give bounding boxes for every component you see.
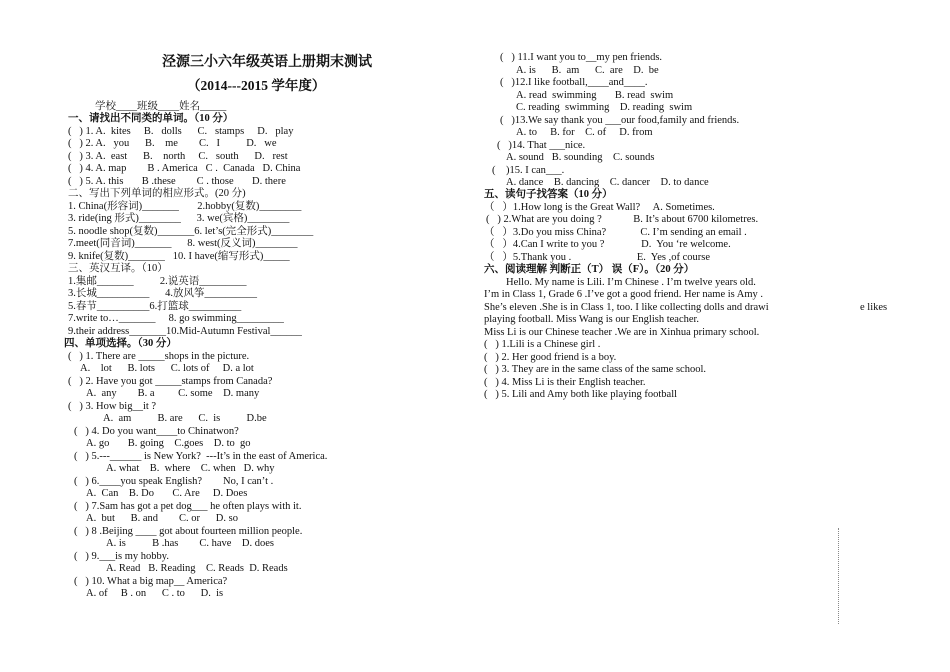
question: ( ) 5.---______ is New York? ---It’s in the east of America. bbox=[74, 451, 328, 462]
question-options: A. sound B. sounding C. sounds bbox=[506, 152, 655, 163]
section2-heading: 二、写出下列单词的相应形式。(20 分) bbox=[68, 188, 246, 199]
section4-heading: 四、单项选择。（30 分） bbox=[64, 338, 177, 349]
tf-item: ( ) 3. They are in the same class of the same school. bbox=[484, 364, 706, 375]
passage-line: playing football. Miss Wang is our English teacher. bbox=[484, 314, 700, 325]
section3-item: 3.长城__________ 4.放风筝__________ bbox=[68, 288, 257, 299]
question: ( ) 3. How big__it ? bbox=[68, 401, 157, 412]
section1-item: ( ) 5. A. this B .these C . those D. there bbox=[68, 176, 286, 187]
question-options: A. but B. and C. or D. so bbox=[86, 513, 238, 524]
tf-item: ( ) 2. Her good friend is a boy. bbox=[484, 352, 617, 363]
section2-item: 7.meet(同音词)_______ 8. west(反义词)________ bbox=[68, 238, 298, 249]
match-item: （ ）3.Do you miss China? C. I’m sending an email . bbox=[484, 227, 747, 238]
section3-item: 5.春节__________6.打篮球__________ bbox=[68, 301, 242, 312]
student-info-line: 学校____班级____姓名_____ bbox=[95, 101, 227, 112]
question: ( ) 11.I want you to__my pen friends. bbox=[500, 52, 663, 63]
question-options: A. dance B. dancing C. dancer D. to dance bbox=[506, 177, 709, 188]
question: ( ) 2. Have you got _____stamps from Canada? bbox=[68, 376, 273, 387]
question-options: A. is B. am C. are D. be bbox=[516, 65, 659, 76]
page-subtitle: （2014---2015 学年度） bbox=[187, 78, 326, 93]
question-options: A. am B. are C. is D.be bbox=[103, 413, 267, 424]
question: ( ) 8 .Beijing ____ got about fourteen million people. bbox=[74, 526, 303, 537]
section5-heading: 五、读句子找答案（10 分） bbox=[484, 189, 613, 200]
question-options: A. to B. for C. of D. from bbox=[516, 127, 653, 138]
question-options: A. any B. a C. some D. many bbox=[86, 388, 260, 399]
question: ( ) 6.____you speak English? No, I can’t . bbox=[74, 476, 274, 487]
question-options: A. go B. going C.goes D. to go bbox=[86, 438, 251, 449]
section3-item: 7.write to…_______ 8. go swimming_________ bbox=[68, 313, 284, 324]
passage-line: Hello. My name is Lili. I’m Chinese . I’m twelve years old. bbox=[506, 277, 756, 288]
section2-item: 5. noodle shop(复数)_______6. let’s(完全形式)________ bbox=[68, 226, 314, 237]
section3-item: 9.their address_______10.Mid-Autumn Festival______ bbox=[68, 326, 302, 337]
section3-heading: 三、英汉互译。（10） bbox=[68, 263, 168, 274]
question: ( ) 1. There are _____shops in the picture. bbox=[68, 351, 250, 362]
question: ( ) 7.Sam has got a pet dog___ he often plays with it. bbox=[74, 501, 302, 512]
question: ( )13.We say thank you ___our food,family and friends. bbox=[500, 115, 740, 126]
question-options: A. is B .has C. have D. does bbox=[106, 538, 274, 549]
passage-line: Miss Li is our Chinese teacher .We are in Xinhua primary school. bbox=[484, 327, 760, 338]
section2-item: 9. knife(复数)_______ 10. I have(缩写形式)_____ bbox=[68, 251, 290, 262]
section1-item: ( ) 1. A. kites B. dolls C. stamps D. play bbox=[68, 126, 294, 137]
question: ( ) 10. What a big map__ America? bbox=[74, 576, 228, 587]
question: ( )12.I like football,____and____. bbox=[500, 77, 648, 88]
section1-item: ( ) 2. A. you B. me C. I D. we bbox=[68, 138, 277, 149]
question: ( )15. I can___. bbox=[492, 165, 565, 176]
section2-item: 1. China(形容词)_______ 2.hobby(复数)________ bbox=[68, 201, 302, 212]
match-item: （ ）4.Can I write to you ? D. You ‘re welcome. bbox=[484, 239, 731, 250]
question-options: A. Can B. Do C. Are D. Does bbox=[86, 488, 248, 499]
passage-line: She’s eleven .She is in Class 1, too. I like collecting dolls and drawi bbox=[484, 302, 769, 313]
section2-item: 3. ride(ing 形式)________ 3. we(宾格)________ bbox=[68, 213, 290, 224]
question: ( )14. That ___nice. bbox=[497, 140, 586, 151]
question-options: A. Read B. Reading C. Reads D. Reads bbox=[106, 563, 288, 574]
margin-dotted-line bbox=[838, 528, 839, 624]
question-options: A. of B . on C . to D. is bbox=[86, 588, 224, 599]
question: ( ) 9.___is my hobby. bbox=[74, 551, 169, 562]
passage-line: I’m in Class 1, Grade 6 .I’ve got a good friend. Her name is Amy . bbox=[484, 289, 764, 300]
match-item: ( ) 2.What are you doing ? B. It’s about 6700 kilometres. bbox=[486, 214, 759, 225]
section1-item: ( ) 3. A. east B. north C. south D. rest bbox=[68, 151, 288, 162]
match-item: （ ）1.How long is the Great Wall? A. Sometimes. bbox=[484, 202, 715, 213]
section6-heading: 六、阅读理解 判断正（T） 误（F）。（20 分） bbox=[484, 264, 695, 275]
question-options: A. lot B. lots C. lots of D. a lot bbox=[80, 363, 254, 374]
tf-item: ( ) 5. Lili and Amy both like playing football bbox=[484, 389, 678, 400]
passage-line: e likes bbox=[860, 302, 888, 313]
tf-item: ( ) 4. Miss Li is their English teacher. bbox=[484, 377, 646, 388]
tf-item: ( ) 1.Lili is a Chinese girl . bbox=[484, 339, 601, 350]
section1-item: ( ) 4. A. map B . America C . Canada D. China bbox=[68, 163, 301, 174]
section1-heading: 一、请找出不同类的单词。（10 分） bbox=[68, 113, 234, 124]
question: ( ) 4. Do you want____to Chinatwon? bbox=[74, 426, 239, 437]
section3-item: 1.集邮_______ 2.说英语_________ bbox=[68, 276, 247, 287]
question-options: A. what B. where C. when D. why bbox=[106, 463, 275, 474]
question-options: A. read swimming B. read swim bbox=[516, 90, 674, 101]
question-options: C. reading swimming D. reading swim bbox=[516, 102, 693, 113]
match-item: （ ）5.Thank you . E. Yes ,of course bbox=[484, 252, 711, 263]
page-title: 泾源三小六年级英语上册期末测试 bbox=[162, 55, 372, 70]
